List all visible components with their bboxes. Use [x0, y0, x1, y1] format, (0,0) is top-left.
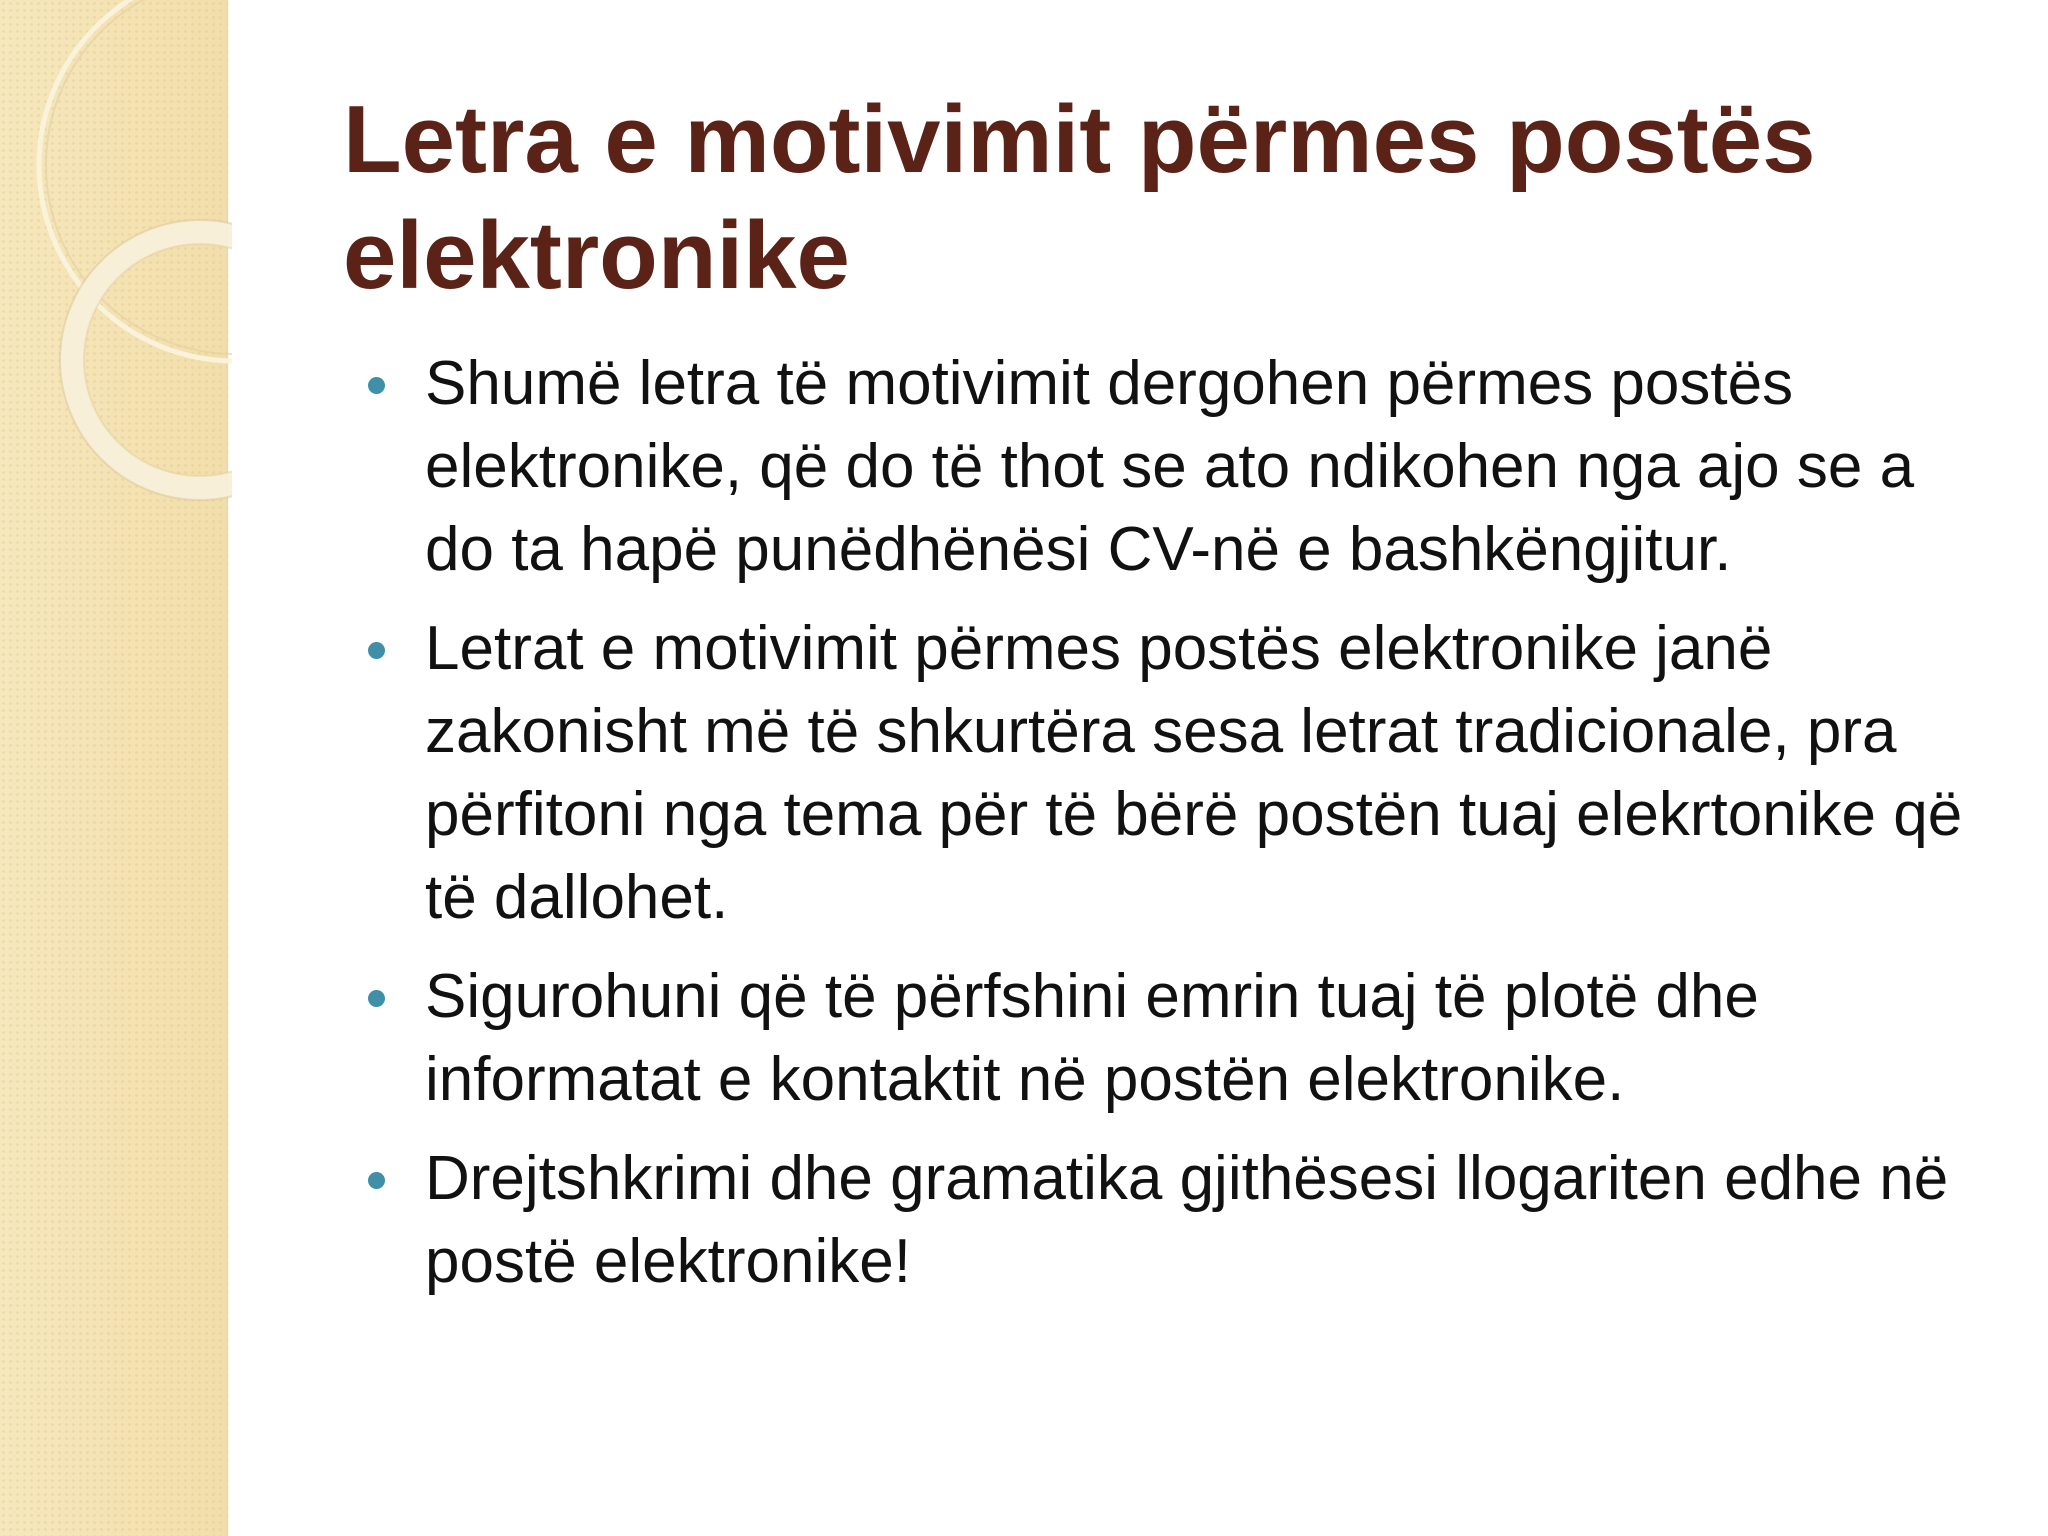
list-item [343, 955, 1963, 1121]
bullet-list [343, 342, 1963, 1319]
bullet-text: Letrat e motivimit përmes postës elektronike janë zakonisht më të shkurtëra sesa letrat tradicionale, pra përfitoni nga tema për të bërë postën tuaj elekrtonike që të dallohet. [425, 614, 1963, 932]
decorative-circles [0, 0, 232, 520]
bullet-point-icon [368, 377, 385, 394]
list-item [343, 1137, 1963, 1303]
slide-title: Letra e motivimit përmes postës elektronike [343, 86, 1816, 309]
list-item [343, 607, 1963, 939]
bullet-text: Drejtshkrimi dhe gramatika gjithësesi llogariten edhe në postë elektronike! [425, 1144, 1949, 1296]
bullet-point-icon [368, 1172, 385, 1189]
bullet-point-icon [368, 642, 385, 659]
bullet-text: Sigurohuni që të përfshini emrin tuaj të plotë dhe informatat e kontaktit në postën elektronike. [425, 962, 1759, 1114]
bullet-point-icon [368, 990, 385, 1007]
list-item [343, 342, 1963, 591]
bullet-text: Shumë letra të motivimit dergohen përmes postës elektronike, që do të thot se ato ndikohen nga ajo se a do ta hapë punëdhënësi CV-në e bashkëngjitur. [425, 349, 1915, 584]
